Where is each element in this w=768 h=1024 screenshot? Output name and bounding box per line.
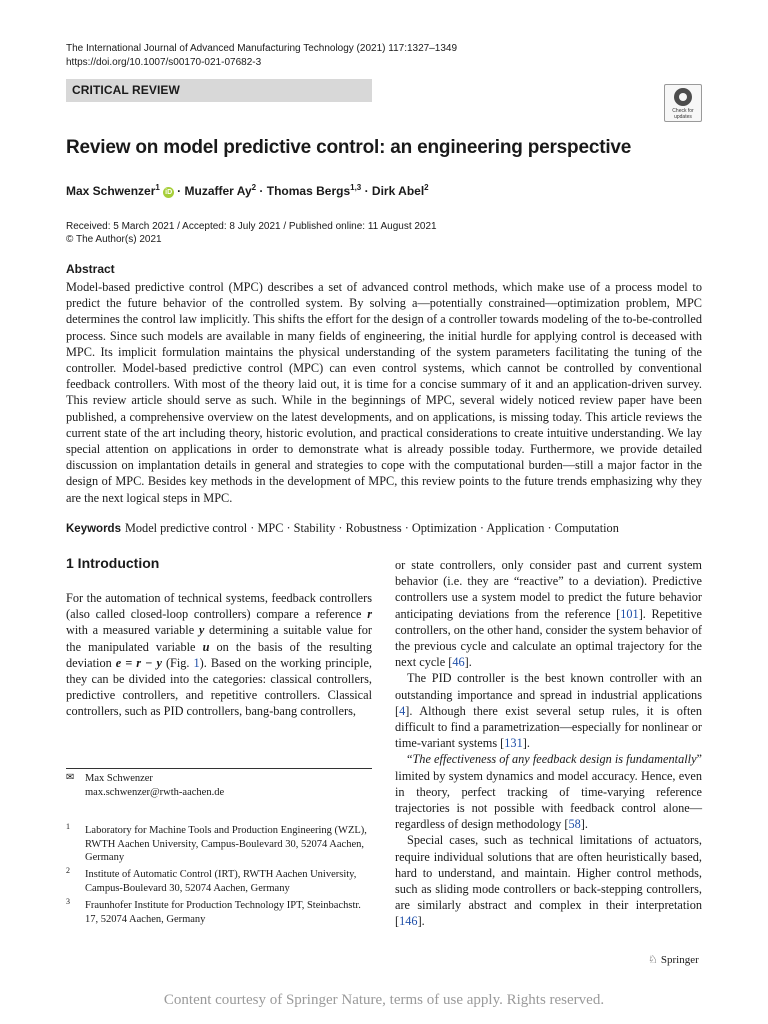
citation-link[interactable]: 46	[452, 655, 465, 670]
section-banner	[66, 79, 372, 102]
citation-link[interactable]: 4	[399, 703, 406, 718]
citation-link[interactable]: 146	[399, 914, 418, 929]
badge-text-2: updates	[674, 114, 692, 120]
doi-link[interactable]: https://doi.org/10.1007/s00170-021-07682-3	[66, 57, 262, 68]
keywords	[66, 520, 619, 537]
body-column-right	[395, 557, 702, 930]
footnote-divider	[66, 768, 372, 769]
badge-text-1: Check for	[672, 108, 694, 114]
springer-horse-icon: ♘	[648, 954, 658, 966]
citation-link[interactable]: 101	[620, 606, 639, 621]
affiliation: Laboratory for Machine Tools and Production Engineering (WZL), RWTH Aachen University, Campus-Boulevard 30, 52074 Aachen, Germany	[85, 825, 367, 863]
envelope-icon: ✉	[66, 772, 75, 783]
keywords-list: Model predictive control · MPC · Stability · Robustness · Optimization · Application · Computation	[124, 521, 619, 535]
corresponding-author-email[interactable]: max.schwenzer@rwth-aachen.de	[85, 787, 225, 798]
author-name[interactable]: Thomas Bergs	[266, 184, 351, 198]
publisher-name: Springer	[660, 954, 699, 966]
affiliation-number: 3	[66, 897, 70, 906]
abstract-body: Model-based predictive control (MPC) describes a set of advanced control methods, which make use of a process model to predict the future behavior of the controlled system. By solving a—potentially constrained—optimization problem, MPC determines the control law implicitly. This shifts the effort for the design of a controller towards modeling of the to-be-controlled process. Since such models are available in many fields of engineering, the initial hurdle for applying control is deceased with MPC. Its implicit formulation maintains the physical understanding of the system parameters facilitating the tuning of the controller. Model-based predictive control (MPC) can even control systems, which cannot be controlled by conventional feedback controllers. With most of the theory laid out, it is time for a concise summary of it and an application-driven survey. This review article should serve as such. While in the beginnings of MPC, several widely noticed review paper have been published, a comprehensive overview on the latest developments, and on applications, is missing today. This article reviews the current state of the art including theory, historic evolution, and practical considerations to create intuitive understanding. We lay special attention on applications in order to demonstrate what is already possible today. Furthermore, we provide detailed discussion on implantation details in general and strategies to cope with the computational burden—still a major factor in the design of MPC. Besides key methods in the development of MPC, this review points to the future trends emphasizing why they are the next logical steps in MPC.	[66, 280, 702, 505]
journal-citation: The International Journal of Advanced Manufacturing Technology (2021) 117:1327–1349	[66, 43, 458, 54]
paragraph: or state controllers, only consider past and current system behavior (i.e. they are “reactive” to a deviation). Predictive controllers use a system model to predict the future behavior anticipating deviations from the reference [101]. Repetitive controllers, on the other hand, consider the system behavior of the previous cycle and calculate an optimal trajectory for the next cycle [46].	[395, 558, 702, 670]
keywords-label: Keywords	[66, 523, 121, 535]
author-list: Max Schwenzer$^1$ iD · Muzaffer $Ay^2$ · Thomas Bergs$^{1,3}$ · Dirk Abel$^2$	[66, 183, 429, 198]
paragraph: “The effectiveness of any feedback design is fundamentally” limited by system dynamics and model accuracy. Hence, even in theory, perfect tracking of time-varying reference trajectories is not possible with feedback control alone—regardless of design methodology [58].	[395, 752, 702, 832]
publisher-logo	[648, 953, 699, 967]
author-affiliation-mark: 1,3	[350, 183, 362, 192]
affiliation: Fraunhofer Institute for Production Technology IPT, Steinbachstr. 17, 52074 Aachen, Germany	[85, 900, 361, 925]
affiliation: Institute of Automatic Control (IRT), RWTH Aachen University, Campus-Boulevard 30, 52074 Aachen, Germany	[85, 869, 357, 894]
publication-dates: Received: 5 March 2021 / Accepted: 8 July 2021 / Published online: 11 August 2021	[66, 221, 437, 232]
abstract-heading: Abstract	[66, 262, 115, 276]
author-name[interactable]: Dirk Abel	[371, 184, 425, 198]
check-updates-icon	[674, 88, 692, 106]
affiliation-number: 2	[66, 866, 70, 875]
equation: e = r − y	[115, 655, 162, 670]
citation-link[interactable]: 131	[504, 736, 523, 751]
check-for-updates-badge[interactable]	[664, 84, 702, 122]
body-column-left	[66, 590, 372, 720]
section-label: CRITICAL REVIEW	[72, 83, 180, 97]
section-heading-introduction: 1 Introduction	[66, 555, 160, 571]
orcid-icon[interactable]: iD	[165, 189, 173, 196]
paragraph: For the automation of technical systems, feedback controllers (also called closed-loop controllers) compare a reference r with a measured variable y determining a suitable value for the manipulated variable u on the basis of the resulting deviation e = r − y (Fig. 1). Based on the working principle, they can be divided into the categories: classical controllers, predictive controllers, and repetitive controllers. Classical controllers, such as PID controllers, bang-bang controllers,	[66, 591, 372, 719]
author-affiliation-mark: 1	[155, 183, 160, 192]
paragraph: Special cases, such as technical limitations of actuators, require individual solutions that are often heuristically based, hard to understand, and maintain. Higher control methods, such as sliding mode controllers or back-stepping controllers, are similarly abstract and complex in their interpretation [146].	[395, 833, 702, 929]
affiliation-number: 1	[66, 822, 70, 831]
author-name[interactable]: Max Schwenzer	[66, 184, 156, 198]
paper-title: Review on model predictive control: an engineering perspective	[66, 137, 632, 158]
courtesy-notice: Content courtesy of Springer Nature, terms of use apply. Rights reserved.	[163, 992, 605, 1008]
author-affiliation-mark: 2	[251, 183, 257, 192]
corresponding-author-name: Max Schwenzer	[85, 773, 153, 784]
author-affiliation-mark: 2	[424, 183, 429, 192]
copyright-notice: © The Author(s) 2021	[66, 234, 162, 245]
quote: The effectiveness of any feedback design is fundamentally	[412, 752, 697, 767]
figure-link[interactable]: 1	[193, 655, 200, 670]
author-name[interactable]: Muzaffer Ay	[184, 184, 252, 198]
paragraph: The PID controller is the best known controller with an outstanding importance and spread in industrial applications [4]. Although there exist several setup rules, it is often difficult to find a parametrization—especially for nonlinear or time-variant systems [131].	[395, 671, 702, 751]
citation-link[interactable]: 58	[568, 817, 581, 832]
